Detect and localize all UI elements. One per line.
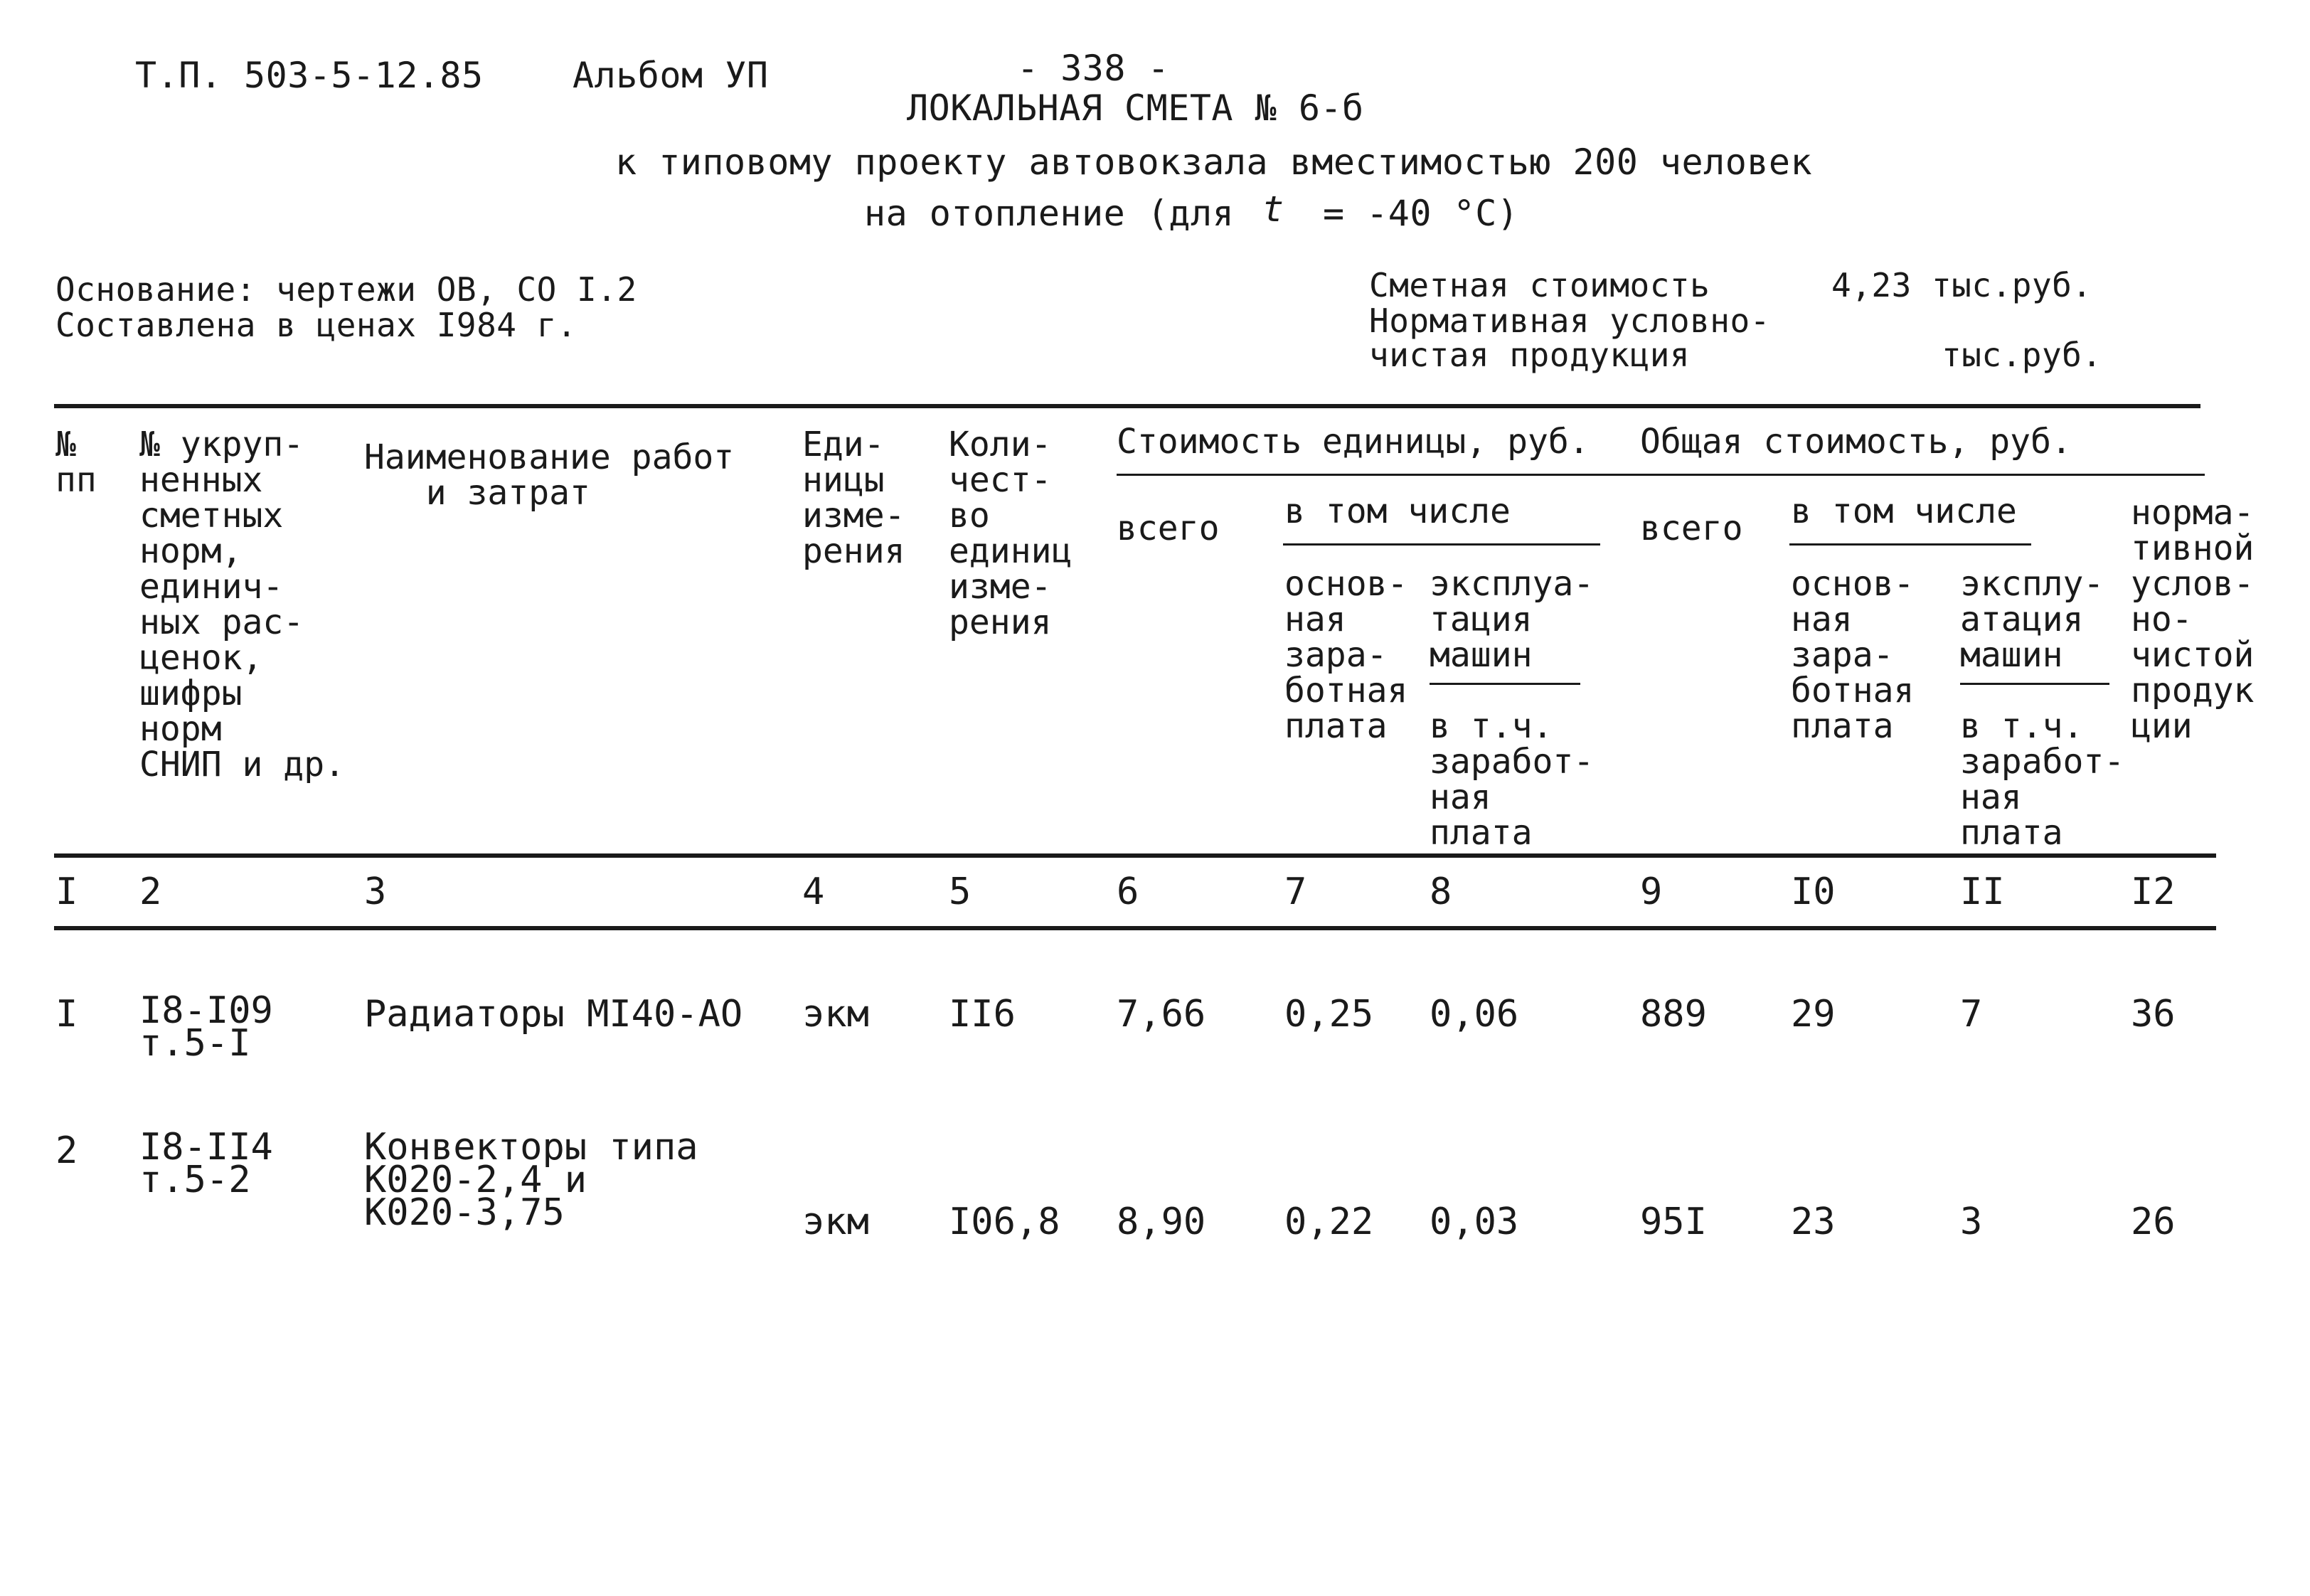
- row-total: 95I: [1640, 1201, 1707, 1243]
- row-total-wage: 23: [1791, 1201, 1836, 1243]
- table-top-rule: [54, 404, 2200, 408]
- col-number-11: II: [1960, 871, 2005, 913]
- col-header-incl-1: в том числе: [1284, 491, 1511, 531]
- document-subtitle: к типовому проекту автовокзала вместимостью 200 человек: [615, 142, 1813, 183]
- col-header-total: всего: [1640, 509, 1743, 548]
- row-unit: экм: [802, 993, 869, 1036]
- col-header-unit: Еди- ницы изме- рения: [802, 425, 905, 571]
- subtitle-2-symbol: t: [1262, 188, 1284, 230]
- c8-divider: [1430, 683, 1580, 685]
- cost-group-rule: [1117, 474, 2205, 476]
- basis-line-1: Основание: чертежи ОВ, СО I.2: [55, 270, 637, 309]
- album-label: Альбом УП: [573, 55, 769, 96]
- col-header-qty: Коли- чест- во единиц изме- рения: [949, 425, 1072, 642]
- col-header-unit-machine: эксплуа- тация машин: [1430, 564, 1595, 675]
- col-header-norm: № укруп- ненных сметных норм, единич- ных рас- ценок, шифры норм СНИП и др.: [139, 425, 345, 784]
- col-number-9: 9: [1640, 871, 1663, 913]
- estimated-cost-value: 4,23 тыс.руб.: [1831, 266, 2092, 304]
- col-number-6: 6: [1117, 871, 1139, 913]
- col-header-total-cost-group: Общая стоимость, руб.: [1640, 422, 2072, 462]
- row-unit-machine: 0,06: [1430, 993, 1519, 1036]
- col-header-total-wage: основ- ная зара- ботная плата: [1791, 564, 1915, 746]
- row-total-machine: 3: [1960, 1201, 1983, 1243]
- row-total-wage: 29: [1791, 993, 1836, 1036]
- col-header-normative: норма- тивной услов- но- чистой продук ции: [2131, 493, 2255, 746]
- row-total-machine: 7: [1960, 993, 1983, 1036]
- col-header-unit-total: всего: [1117, 509, 1220, 548]
- col-number-2: 2: [139, 871, 162, 913]
- row-unit-machine: 0,03: [1430, 1201, 1519, 1243]
- row-normative: 26: [2131, 1201, 2176, 1243]
- subtitle-2-suffix: = -40 °С): [1323, 193, 1519, 234]
- row-unit-wage: 0,22: [1284, 1201, 1374, 1243]
- col-number-3: 3: [364, 871, 387, 913]
- page-number: - 338 -: [1017, 48, 1170, 89]
- col-number-5: 5: [949, 871, 972, 913]
- col-number-8: 8: [1430, 871, 1452, 913]
- col-header-no: № пп: [55, 425, 97, 500]
- col-header-unit-machine-wage: в т.ч. заработ- ная плата: [1430, 706, 1595, 853]
- col-header-name: Наименование работ и затрат: [364, 437, 735, 513]
- row-unit-total: 8,90: [1117, 1201, 1206, 1243]
- col-header-incl-2: в том числе: [1791, 491, 2017, 531]
- row-qty: I06,8: [949, 1201, 1060, 1243]
- col-number-1: I: [55, 871, 78, 913]
- estimated-cost-label: Сметная стоимость: [1369, 266, 1710, 304]
- row-normative: 36: [2131, 993, 2176, 1036]
- col-header-total-machine: эксплу- атация машин: [1960, 564, 2104, 675]
- row-total: 889: [1640, 993, 1707, 1036]
- row-unit-total: 7,66: [1117, 993, 1206, 1036]
- normative-label-1: Нормативная условно-: [1369, 302, 1770, 340]
- c11-divider: [1960, 683, 2109, 685]
- col-header-total-machine-wage: в т.ч. заработ- ная плата: [1960, 706, 2125, 853]
- colnum-bottom-rule: [54, 926, 2216, 930]
- col-number-10: I0: [1791, 871, 1836, 913]
- incl1-rule: [1283, 543, 1600, 546]
- row-qty: II6: [949, 993, 1016, 1036]
- header-bottom-rule: [54, 853, 2216, 858]
- row-name: Конвекторы типа К020-2,4 и К020-3,75: [364, 1126, 698, 1234]
- col-header-unit-cost-group: Стоимость единицы, руб.: [1117, 422, 1590, 462]
- col-number-12: I2: [2131, 871, 2176, 913]
- row-no: I: [55, 993, 78, 1036]
- row-unit: экм: [802, 1201, 869, 1243]
- normative-value: тыс.руб.: [1942, 336, 2102, 374]
- project-code: Т.П. 503-5-12.85: [135, 55, 484, 96]
- incl2-rule: [1789, 543, 2031, 546]
- row-norm: I8-I09 т.5-I: [139, 989, 273, 1065]
- row-norm: I8-II4 т.5-2: [139, 1126, 273, 1201]
- subtitle-2-prefix: на отопление (для: [864, 193, 1235, 234]
- col-number-7: 7: [1284, 871, 1307, 913]
- col-number-4: 4: [802, 871, 825, 913]
- row-no: 2: [55, 1129, 78, 1172]
- row-name: Радиаторы МI40-АО: [364, 993, 743, 1036]
- normative-label-2: чистая продукция: [1369, 336, 1691, 374]
- row-unit-wage: 0,25: [1284, 993, 1374, 1036]
- document-title: ЛОКАЛЬНАЯ СМЕТА № 6-б: [907, 87, 1364, 129]
- col-header-unit-wage: основ- ная зара- ботная плата: [1284, 564, 1408, 746]
- basis-line-2: Составлена в ценах I984 г.: [55, 306, 578, 344]
